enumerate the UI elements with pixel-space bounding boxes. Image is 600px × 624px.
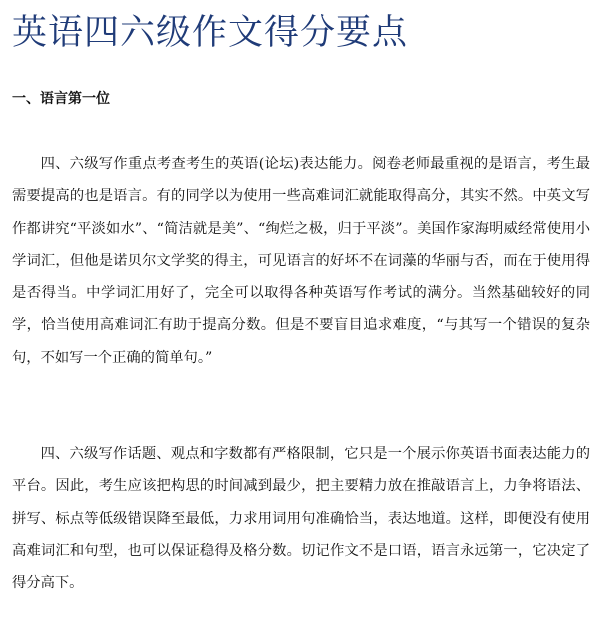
section-heading: 一、语言第一位: [12, 91, 110, 107]
body-paragraph-1: 四、六级写作重点考查考生的英语(论坛)表达能力。阅卷老师最重视的是语言，考生最需要提高的也是语言。有的同学以为使用一些高难词汇就能取得高分，其实不然。中英文写作都讲究“平淡如水”、“简洁就是美”、“绚烂之极，归于平淡”。美国作家海明威经常使用小学词汇，但他是诺贝尔文学奖的得主，可见语言的好坏不在词藻的华丽与否，而在于使用得是否得当。中学词汇用好了，完全可以取得各种英语写作考试的满分。当然基础较好的同学，恰当使用高难词汇有助于提高分数。但是不要盲目追求难度，“与其写一个错误的复杂句，不如写一个正确的简单句。”: [12, 156, 590, 366]
body-paragraph-2: 四、六级写作话题、观点和字数都有严格限制，它只是一个展示你英语书面表达能力的平台。因此，考生应该把构思的时间减到最少，把主要精力放在推敲语言上，力争将语法、拼写、标点等低级错误降至最低，力求用词用句准确恰当，表达地道。这样，即便没有使用高难词汇和句型，也可以保证稳得及格分数。切记作文不是口语，语言永远第一，它决定了得分高下。: [12, 446, 590, 592]
document-title: 英语四六级作文得分要点: [12, 13, 409, 53]
